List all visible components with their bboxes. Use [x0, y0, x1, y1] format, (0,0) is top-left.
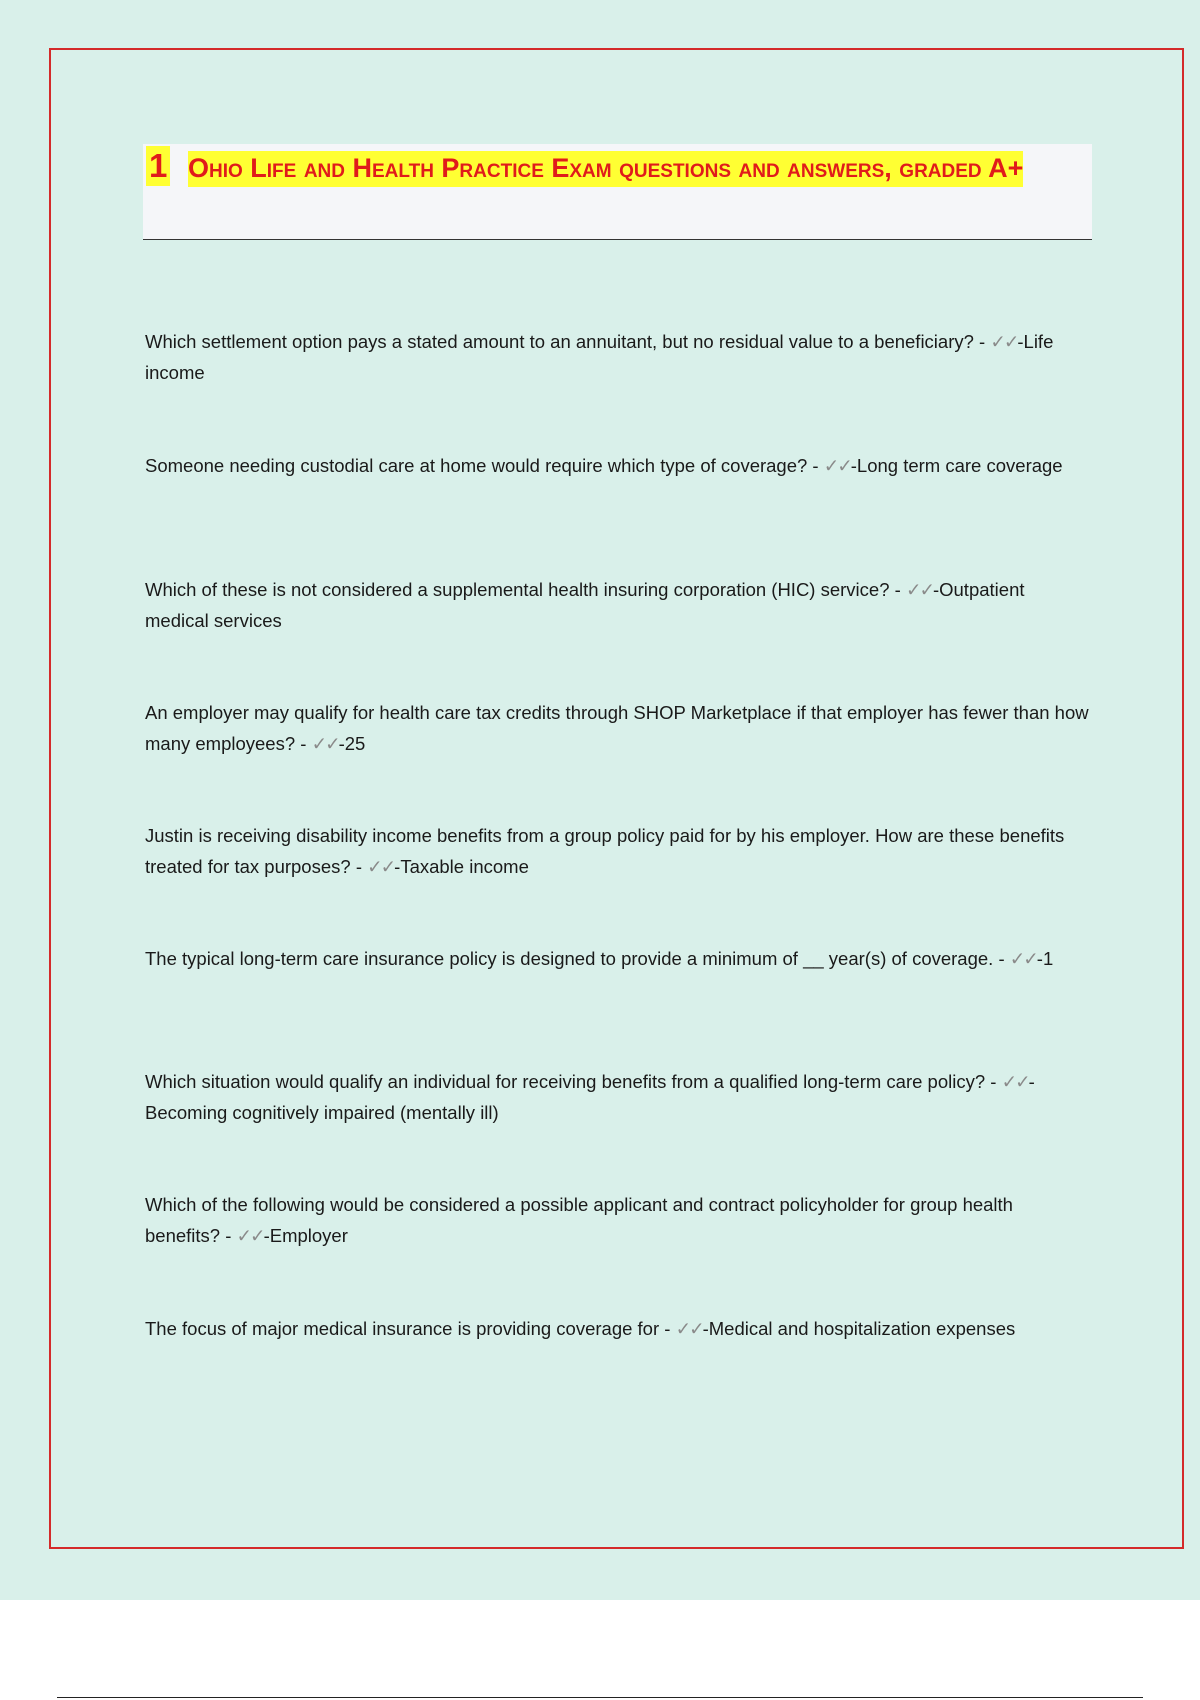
double-checkmark-icon: ✓✓	[236, 1225, 264, 1246]
footer-rule	[57, 1697, 1143, 1698]
answer-text: -1	[1036, 948, 1054, 969]
page-title	[188, 146, 1068, 190]
qa-item	[145, 1066, 1090, 1128]
qa-item	[145, 820, 1090, 882]
question-text: Justin is receiving disability income benefits from a group policy paid for by his employer. How are these benefits treated for tax purposes?	[145, 825, 1065, 877]
separator: -	[985, 1071, 1002, 1092]
question-text: The focus of major medical insurance is providing coverage for	[145, 1318, 660, 1339]
question-text: Which situation would qualify an individual for receiving benefits from a qualified long-term care policy?	[145, 1071, 986, 1092]
separator: -	[807, 455, 824, 476]
answer-text: -Long term care coverage	[850, 455, 1063, 476]
qa-item	[145, 697, 1090, 759]
answer-text: -Life income	[145, 331, 1054, 383]
question-text: Which of the following would be considered a possible applicant and contract policyholder for group health benefits?	[145, 1194, 1013, 1246]
separator: -	[659, 1318, 676, 1339]
qa-item	[145, 574, 1090, 636]
question-text: Which settlement option pays a stated amount to an annuitant, but no residual value to a beneficiary?	[145, 331, 974, 352]
heading-number: 1	[146, 146, 170, 186]
double-checkmark-icon: ✓✓	[367, 856, 395, 877]
page-title-text: Ohio Life and Health Practice Exam questions and answers, graded A+	[188, 151, 1023, 187]
qa-item	[145, 326, 1090, 388]
qa-item	[145, 1313, 1090, 1344]
separator: -	[993, 948, 1010, 969]
answer-text: -Employer	[263, 1225, 348, 1246]
double-checkmark-icon: ✓✓	[990, 331, 1018, 352]
separator: -	[350, 856, 368, 877]
qa-item	[145, 1189, 1090, 1251]
answer-text: -Outpatient medical services	[145, 579, 1025, 631]
qa-item	[145, 450, 1090, 481]
double-checkmark-icon: ✓✓	[905, 579, 933, 600]
double-checkmark-icon: ✓✓	[675, 1318, 703, 1339]
qa-item	[145, 943, 1090, 974]
question-text: An employer may qualify for health care tax credits through SHOP Marketplace if that employer has fewer than how many employees?	[145, 702, 1089, 754]
question-text: Someone needing custodial care at home would require which type of coverage?	[145, 455, 808, 476]
answer-text: -Becoming cognitively impaired (mentally ill)	[145, 1071, 1035, 1123]
separator: -	[220, 1225, 237, 1246]
question-text: Which of these is not considered a supplemental health insuring corporation (HIC) service?	[145, 579, 890, 600]
answer-text: -25	[338, 733, 366, 754]
double-checkmark-icon: ✓✓	[1009, 948, 1037, 969]
double-checkmark-icon: ✓✓	[1001, 1071, 1029, 1092]
double-checkmark-icon: ✓✓	[823, 455, 851, 476]
question-text: The typical long-term care insurance policy is designed to provide a minimum of __ year(s) of coverage.	[145, 948, 994, 969]
answer-text: -Medical and hospitalization expenses	[702, 1318, 1016, 1339]
answer-text: -Taxable income	[394, 856, 529, 877]
separator: -	[889, 579, 906, 600]
separator: -	[295, 733, 312, 754]
double-checkmark-icon: ✓✓	[311, 733, 339, 754]
separator: -	[973, 331, 991, 352]
